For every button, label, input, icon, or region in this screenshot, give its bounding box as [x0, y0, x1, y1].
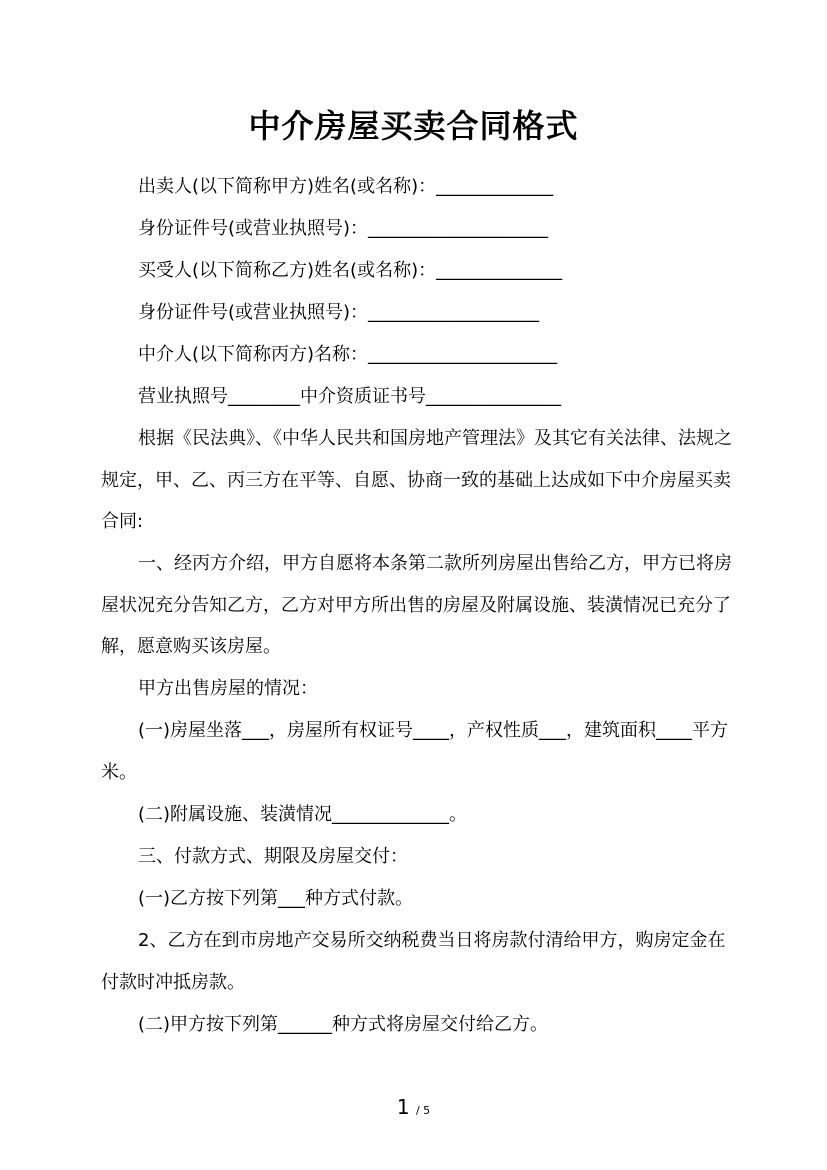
clause-one-paragraph: 一、经丙方介绍，甲方自愿将本条第二款所列房屋出售给乙方，甲方已将房屋状况充分告知乙方，乙方对甲方所出售的房屋及附属设施、装潢情况已充分了解，愿意购买该房屋。	[101, 553, 732, 658]
delivery-method-line: (二)甲方按下列第______种方式将房屋交付给乙方。	[138, 1014, 549, 1035]
property-location-paragraph: (一)房屋坐落___，房屋所有权证号____，产权性质___，建筑面积____平方米。	[101, 720, 729, 783]
facilities-line: (二)附属设施、装潢情况_____________。	[138, 804, 468, 825]
page-number: 1	[396, 1095, 410, 1119]
buyer-name-line: 买受人(以下简称乙方)姓名(或名称)：______________	[138, 260, 563, 281]
buyer-id-line: 身份证件号(或营业执照号)：___________________	[138, 302, 540, 323]
seller-name-line: 出卖人(以下简称甲方)姓名(或名称)：_____________	[138, 176, 554, 197]
document-title: 中介房屋买卖合同格式	[248, 107, 579, 145]
payment-terms-paragraph: 2、乙方在到市房地产交易所交纳税费当日将房款付清给甲方，购房定金在付款时冲抵房款。	[101, 930, 726, 993]
page-total: / 5	[415, 1104, 431, 1117]
license-line: 营业执照号________中介资质证书号_______________	[138, 386, 561, 407]
payment-method-line: (一)乙方按下列第___种方式付款。	[138, 888, 414, 909]
payment-heading: 三、付款方式、期限及房屋交付：	[138, 846, 408, 867]
seller-id-line: 身份证件号(或营业执照号)：____________________	[138, 218, 549, 239]
page-indicator	[0, 1094, 827, 1124]
preamble-paragraph: 根据《民法典》、《中华人民共和国房地产管理法》及其它有关法律、法规之规定，甲、乙、丙三方在平等、自愿、协商一致的基础上达成如下中介房屋买卖合同:	[101, 428, 732, 533]
agent-name-line: 中介人(以下简称丙方)名称：_____________________	[138, 344, 558, 365]
property-heading: 甲方出售房屋的情况：	[138, 678, 318, 699]
